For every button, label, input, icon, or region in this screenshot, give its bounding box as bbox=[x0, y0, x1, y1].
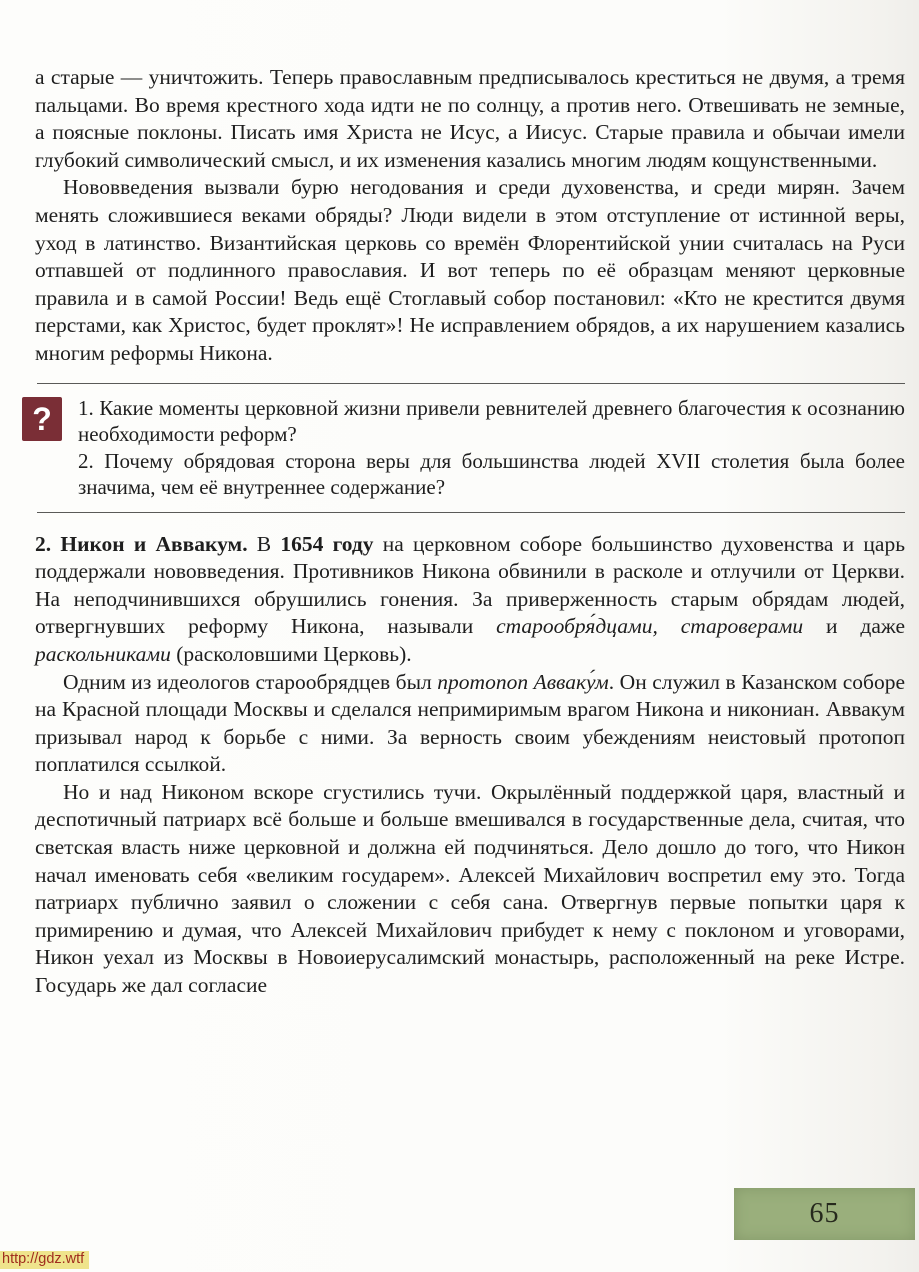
paragraph-nikon-downfall: Но и над Никоном вскоре сгустились тучи. Окрылённый поддержкой царя, властный и деспотичный патриарх всё больше и больше вмешивался в государственные дела, считая, что светская власть ниже церковной и должна ей подчиняться. Дело дошло до того, что Никон начал именовать себя «великим государем». Алексей Михайлович воспретил ему это. Тогда патриарх публично заявил о сложении с себя сана. Отвергнув первые попытки царя к примирению и думая, что Алексей Михайлович прибудет к нему с поклоном и уговорами, Никон уехал из Москвы в Новоиерусалимский монастырь, расположенный на реке Истре. Государь же дал согласие bbox=[35, 779, 905, 998]
divider-line-bottom bbox=[37, 512, 905, 513]
paragraph-old-rites: а старые — уничтожить. Теперь православным предписывалось креститься не двумя, а тремя пальцами. Во время крестного хода идти не по солнцу, а против него. Отвешивать не земные, а поясные поклоны. Писать имя Христа не Исус, а Иисус. Старые правила и обычаи имели глубокий символический смысл, и их изменения казались многим людям кощунственными. bbox=[35, 65, 905, 172]
question-item-2: 2. Почему обрядовая сторона веры для большинства людей XVII столетия была более значима, чем её внутреннее содержание? bbox=[78, 448, 905, 500]
watermark-url: http://gdz.wtf bbox=[0, 1251, 89, 1269]
question-list bbox=[78, 395, 905, 501]
paragraph-innovations-outrage: Нововведения вызвали бурю негодования и среди духовенства, и среди мирян. Зачем менять сложившиеся веками обряды? Люди видели в этом отступление от истинной веры, уход в латинство. Византийская церковь со времён Флорентийской унии считалась на Руси отпавшей от подлинного православия. И вот теперь по её образцам меняют церковные правила и в самой России! Ведь ещё Стоглавый собор постановил: «Кто не крестится двумя перстами, как Христос, будет проклят»! Не исправлением обрядов, а их нарушением казались многим реформы Никона. bbox=[35, 175, 905, 365]
question-mark-icon: ? bbox=[22, 397, 62, 441]
page-number: 65 bbox=[809, 1198, 840, 1229]
page-number-bar bbox=[734, 1188, 915, 1240]
question-block bbox=[22, 395, 905, 501]
divider-line-top bbox=[37, 383, 905, 384]
section-nikon-avvakum-heading-paragraph: 2. Никон и Аввакум. В 1654 году на церковном соборе большинство духовенства и царь поддержали нововведения. Противников Никона обвинили в расколе и отлучили от Церкви. На неподчинившихся обрушились гонения. За приверженность старым обрядам людей, отвергнувших реформу Никона, называли старообря́дцами, староверами и даже раскольниками (расколовшими Церковь). bbox=[35, 531, 906, 666]
paragraph-avvakum: Одним из идеологов старообрядцев был протопоп Авваку́м. Он служил в Казанском соборе на Красной площади Москвы и сделался непримиримым врагом Никона и никониан. Аввакум призывал народ к борьбе с ними. За верность своим убеждениям неистовый протопоп поплатился ссылкой. bbox=[35, 669, 905, 777]
question-item-1: 1. Какие моменты церковной жизни привели ревнителей древнего благочестия к осознанию необходимости реформ? bbox=[78, 395, 905, 447]
